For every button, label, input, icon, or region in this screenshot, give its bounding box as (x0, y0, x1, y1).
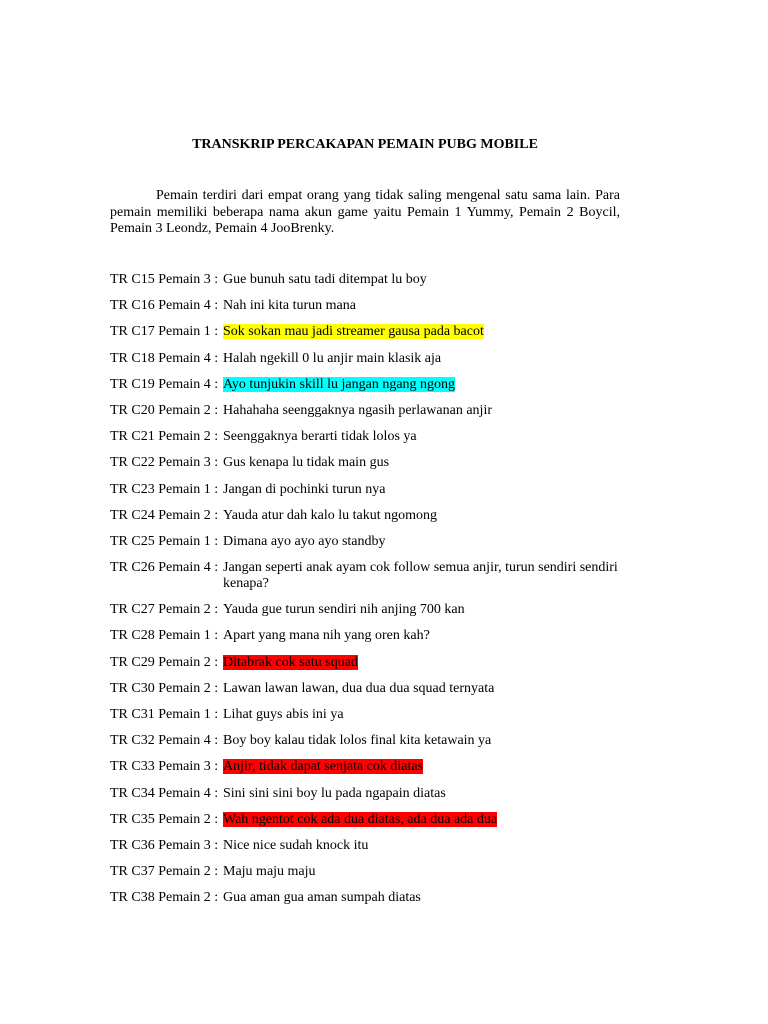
transcript-line (110, 864, 630, 880)
line-prefix: TR C21 Pemain 2 : (110, 429, 219, 445)
transcript-line (110, 890, 630, 906)
line-text (223, 812, 630, 828)
transcript-line (110, 351, 630, 367)
line-prefix: TR C32 Pemain 4 : (110, 733, 219, 749)
line-prefix: TR C22 Pemain 3 : (110, 455, 219, 471)
utterance-text: Nice nice sudah knock itu (223, 837, 369, 853)
transcript-line (110, 759, 630, 775)
transcript-line (110, 628, 630, 644)
line-text (223, 534, 630, 550)
line-text (223, 272, 630, 288)
transcript-line (110, 403, 630, 419)
transcript-line (110, 482, 630, 498)
transcript-line (110, 838, 630, 854)
utterance-text: Apart yang mana nih yang oren kah? (223, 628, 430, 644)
line-prefix: TR C31 Pemain 1 : (110, 707, 219, 722)
line-prefix: TR C26 Pemain 4 : (110, 560, 219, 576)
line-prefix: TR C15 Pemain 3 : (110, 272, 219, 287)
line-text (223, 560, 630, 592)
line-prefix: TR C36 Pemain 3 : (110, 837, 219, 853)
transcript-line (110, 602, 630, 618)
utterance-text: Lawan lawan lawan, dua dua dua squad ternyata (223, 680, 495, 696)
transcript-line (110, 707, 630, 723)
line-text (223, 707, 630, 723)
utterance-text: Gus kenapa lu tidak main gus (223, 455, 390, 471)
line-prefix: TR C16 Pemain 4 : (110, 298, 219, 314)
line-prefix: TR C19 Pemain 4 : (110, 376, 219, 392)
utterance-text: Jangan di pochinki turun nya (223, 481, 386, 497)
line-prefix: TR C33 Pemain 3 : (110, 759, 219, 775)
line-text (223, 655, 630, 671)
line-prefix: TR C35 Pemain 2 : (110, 811, 219, 827)
utterance-text: Seenggaknya berarti tidak lolos ya (223, 429, 417, 445)
utterance-text: Yauda gue turun sendiri nih anjing 700 kan (223, 602, 465, 618)
transcript-line (110, 429, 630, 445)
utterance-text: Halah ngekill 0 lu anjir main klasik aja (223, 350, 442, 366)
transcript-line (110, 455, 630, 471)
highlighted-text: Ditabrak cok satu squad (223, 654, 358, 670)
utterance-text: Maju maju maju (223, 864, 316, 880)
line-text (223, 324, 630, 340)
highlighted-text: Anjir, tidak dapat senjata cok diatas (223, 759, 424, 775)
line-prefix: TR C37 Pemain 2 : (110, 864, 219, 880)
utterance-text: Lihat guys abis ini ya (223, 707, 344, 722)
transcript-line (110, 560, 630, 592)
line-prefix: TR C28 Pemain 1 : (110, 628, 219, 644)
line-prefix: TR C27 Pemain 2 : (110, 602, 219, 618)
transcript-line (110, 733, 630, 749)
line-prefix: TR C24 Pemain 2 : (110, 507, 219, 523)
utterance-text: Gue bunuh satu tadi ditempat lu boy (223, 272, 427, 287)
line-text (223, 733, 630, 749)
line-prefix: TR C30 Pemain 2 : (110, 680, 219, 696)
transcript-line (110, 681, 630, 697)
line-text (223, 351, 630, 367)
transcript-line (110, 298, 630, 314)
line-text (223, 429, 630, 445)
line-text (223, 482, 630, 498)
transcript-line (110, 534, 630, 550)
intro-paragraph: Pemain terdiri dari empat orang yang tidak saling mengenal satu sama lain. Para pemain memiliki beberapa nama akun game yaitu Pemain 1 Yummy, Pemain 2 Boycil, Pemain 3 Leondz, Pemain 4 JooBrenky. (110, 188, 620, 236)
line-text (223, 602, 630, 618)
line-text (223, 838, 630, 854)
transcript-line (110, 786, 630, 802)
utterance-text: Dimana ayo ayo ayo standby (223, 533, 386, 549)
line-prefix: TR C34 Pemain 4 : (110, 785, 219, 801)
utterance-text: Hahahaha seenggaknya ngasih perlawanan anjir (223, 402, 492, 418)
line-prefix: TR C20 Pemain 2 : (110, 402, 219, 418)
highlighted-text: Ayo tunjukin skill lu jangan ngang ngong (223, 376, 456, 392)
line-prefix: TR C29 Pemain 2 : (110, 654, 219, 670)
line-text (223, 890, 630, 906)
line-text (223, 508, 630, 524)
line-text (223, 759, 630, 775)
utterance-text: Nah ini kita turun mana (223, 298, 356, 314)
line-prefix: TR C25 Pemain 1 : (110, 533, 219, 549)
line-text (223, 681, 630, 697)
transcript-list (110, 272, 630, 917)
transcript-line (110, 812, 630, 828)
utterance-text: Sini sini sini boy lu pada ngapain diatas (223, 785, 446, 801)
transcript-line (110, 324, 630, 340)
line-text (223, 786, 630, 802)
utterance-text: Yauda atur dah kalo lu takut ngomong (223, 507, 437, 523)
line-prefix: TR C17 Pemain 1 : (110, 324, 219, 340)
transcript-line (110, 655, 630, 671)
line-text (223, 298, 630, 314)
line-prefix: TR C38 Pemain 2 : (110, 890, 219, 906)
highlighted-text: Wah ngentot cok ada dua diatas, ada dua ada dua (223, 811, 498, 827)
utterance-text: Jangan seperti anak ayam cok follow semua anjir, turun sendiri sendiri kenapa? (223, 560, 618, 592)
utterance-text: Boy boy kalau tidak lolos final kita ketawain ya (223, 733, 492, 749)
line-text (223, 628, 630, 644)
document-title: TRANSKRIP PERCAKAPAN PEMAIN PUBG MOBILE (192, 137, 538, 152)
transcript-line (110, 508, 630, 524)
line-text (223, 377, 630, 393)
line-prefix: TR C18 Pemain 4 : (110, 350, 219, 366)
highlighted-text: Sok sokan mau jadi streamer gausa pada bacot (223, 324, 484, 340)
line-text (223, 403, 630, 419)
utterance-text: Gua aman gua aman sumpah diatas (223, 890, 421, 906)
transcript-line (110, 377, 630, 393)
line-text (223, 455, 630, 471)
line-prefix: TR C23 Pemain 1 : (110, 481, 219, 497)
transcript-line (110, 272, 630, 288)
line-text (223, 864, 630, 880)
